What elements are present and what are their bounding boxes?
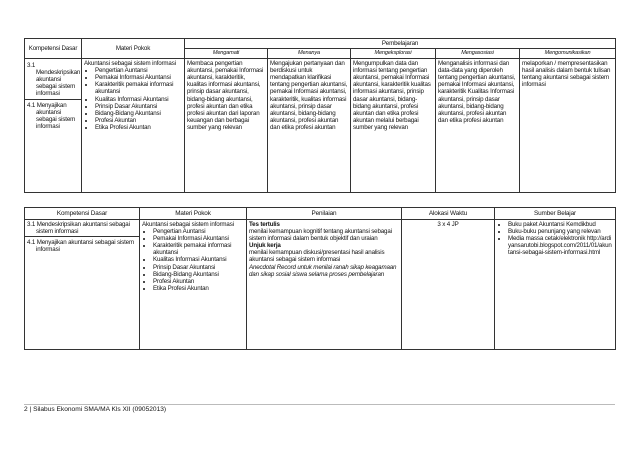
kd-cell [25, 220, 140, 350]
materi-item: • Etika Profesi Akuntan [153, 285, 244, 292]
materi-cell [140, 220, 247, 350]
header-sumber-belajar: Sumber Belajar [495, 208, 616, 220]
subheader-mengasosiasi: Mengasosiasi [436, 49, 520, 59]
tes-tertulis-text: menilai kemampuan kognitif tentang akuntansi sebagai sistem informasi dalam bentuk objektif dan uraian [249, 228, 392, 243]
materi-item: • Profesi Akuntan [153, 278, 244, 285]
materi-item: • Pemakai Informasi Akuntansi [95, 74, 182, 81]
kd-cell [25, 59, 82, 193]
materi-item: • Profesi Akuntan [95, 117, 182, 124]
mengomunikasikan-cell: melaporkan / mempresentasikan hasil analisis dalam bentuk tulisan tentang akuntansi sebagai sistem informasi [520, 59, 616, 193]
footer-title: Silabus Ekonomi SMA/MA Kls XII (09052013) [33, 406, 167, 413]
materi-item: • Karakteritik pemakai informasi akuntansi [153, 242, 244, 256]
header-penilaian: Penilaian [247, 208, 402, 220]
subheader-mengeksplorasi: Mengeksplorasi [351, 49, 436, 59]
alokasi-waktu-cell: 3 x 4 JP [402, 220, 495, 350]
materi-item: • Kualitas Informasi Akuntansi [153, 256, 244, 263]
materi-cell [82, 59, 185, 193]
materi-item: • Pengertian Auntansi [95, 67, 182, 74]
sumber-item: • Buku paket Akuntansi Kemdikbud [508, 221, 613, 228]
materi-item: • Prinsip Dasar Akuntansi [153, 264, 244, 271]
materi-intro: Akuntansi sebagai sistem informasi [142, 221, 234, 228]
kd-item: 3.1 Mendeskripsikan akuntansi sebagai sistem informasi [25, 60, 81, 99]
materi-item: • Pengertian Auntansi [153, 228, 244, 235]
header-materi-pokok: Materi Pokok [82, 39, 185, 59]
materi-item: • Etika Profesi Akuntan [95, 124, 182, 131]
materi-item: • Kualitas Informasi Akuntansi [95, 96, 182, 103]
footer-divider [24, 404, 615, 405]
header-kompetensi-dasar: Kompetensi Dasar [25, 39, 82, 59]
materi-item: • Prinsip Dasar Akuntansi [95, 103, 182, 110]
unjuk-kerja-label: Unjuk kerja [249, 242, 281, 250]
subheader-mengomunikasikan: Mengomunikasikan [520, 49, 616, 59]
header-alokasi-waktu: Alokasi Waktu [402, 208, 495, 220]
sumber-item: • Media massa cetak/elektronik http://ardiyansarutobi.blogspot.com/2011/01/akuntansi-sebagai-sistem-informasi.html [508, 235, 613, 256]
penilaian-cell [247, 220, 402, 350]
materi-item: • Pemakai Informasi Akuntansi [153, 235, 244, 242]
footer-separator: | [29, 406, 34, 413]
assessment-table [24, 207, 616, 350]
page-number: 2 [24, 406, 28, 413]
page-footer [24, 406, 166, 413]
unjuk-kerja-text: menilai kemampuan diskusi/presentasi hasil analisis akuntansi sebagai sistem informasi [249, 249, 385, 264]
materi-item: • Karakteritik pemakai informasi akuntansi [95, 81, 182, 95]
materi-item: • Bidang-Bidang Akuntansi [95, 110, 182, 117]
kd-item: 3.1 Mendeskripsikan akuntansi sebagai sistem informasi [25, 221, 139, 237]
kd-item: 4.1 Menyajikan akuntansi sebagai sistem informasi [27, 101, 76, 130]
sumber-belajar-cell [495, 220, 616, 350]
header-pembelajaran: Pembelajaran [185, 39, 616, 49]
mengeksplorasi-cell: Mengumpulkan data dan informasi tentang pengertian akuntansi, pemakai Informasi akuntansi, karakteritik kualitas informasi akuntansi, prinsip dasar akuntansi, bidang-bidang akuntansi, profesi akuntan dan etika profesi akuntan melalui berbagai sumber yang relevan [351, 59, 436, 193]
subheader-menanya: Menanya [268, 49, 351, 59]
sumber-item: • Buku-buku penunjang yang relevan [508, 228, 613, 235]
anecdotal-record-text: Anecdotal Record untuk menilai ranah sikap keagamaan dan sikap sosial siswa selama proses pembelajaran [249, 263, 397, 278]
tes-tertulis-label: Tes tertulis [249, 221, 280, 228]
materi-intro: Akuntansi sebagai sistem informasi [84, 60, 176, 68]
learning-activities-table [24, 38, 616, 193]
kd-item: 4.1 Menyajikan akuntansi sebagai sistem informasi [27, 239, 134, 254]
materi-item: • Bidang-Bidang Akuntansi [153, 271, 244, 278]
mengasosiasi-cell: Menganalisis informasi dan data-data yang diperoleh tentang pengertian akuntansi, pemakai Informasi akuntansi, karakteritik Kualitas Informasi akuntansi, prinsip dasar akuntansi, bidang-bidang akuntansi, profesi akuntan dan etika profesi akuntan [436, 59, 520, 193]
header-materi-pokok: Materi Pokok [140, 208, 247, 220]
header-kompetensi-dasar: Kompetensi Dasar [25, 208, 140, 220]
mengamati-cell: Membaca pengertian akuntansi, pemakai Informasi akuntansi, karakteritik, kualitas informasi akuntansi, prinsip dasar akuntansi, bidang-bidang akuntansi, profesi akuntan dan etika profesi akuntan dari laporan keuangan dan berbagai sumber yang relevan [185, 59, 268, 193]
menanya-cell: Mengajukan pertanyaan dan berdiskusi untuk mendapatkan klarifikasi tentang pengertian akuntansi, pemakai Informasi akuntansi, karakteritik, kualitas informasi akuntansi, prinsip dasar akuntansi, bidang-bidang akuntansi, profesi akuntan dan etika profesi akuntan [268, 59, 351, 193]
subheader-mengamati: Mengamati [185, 49, 268, 59]
